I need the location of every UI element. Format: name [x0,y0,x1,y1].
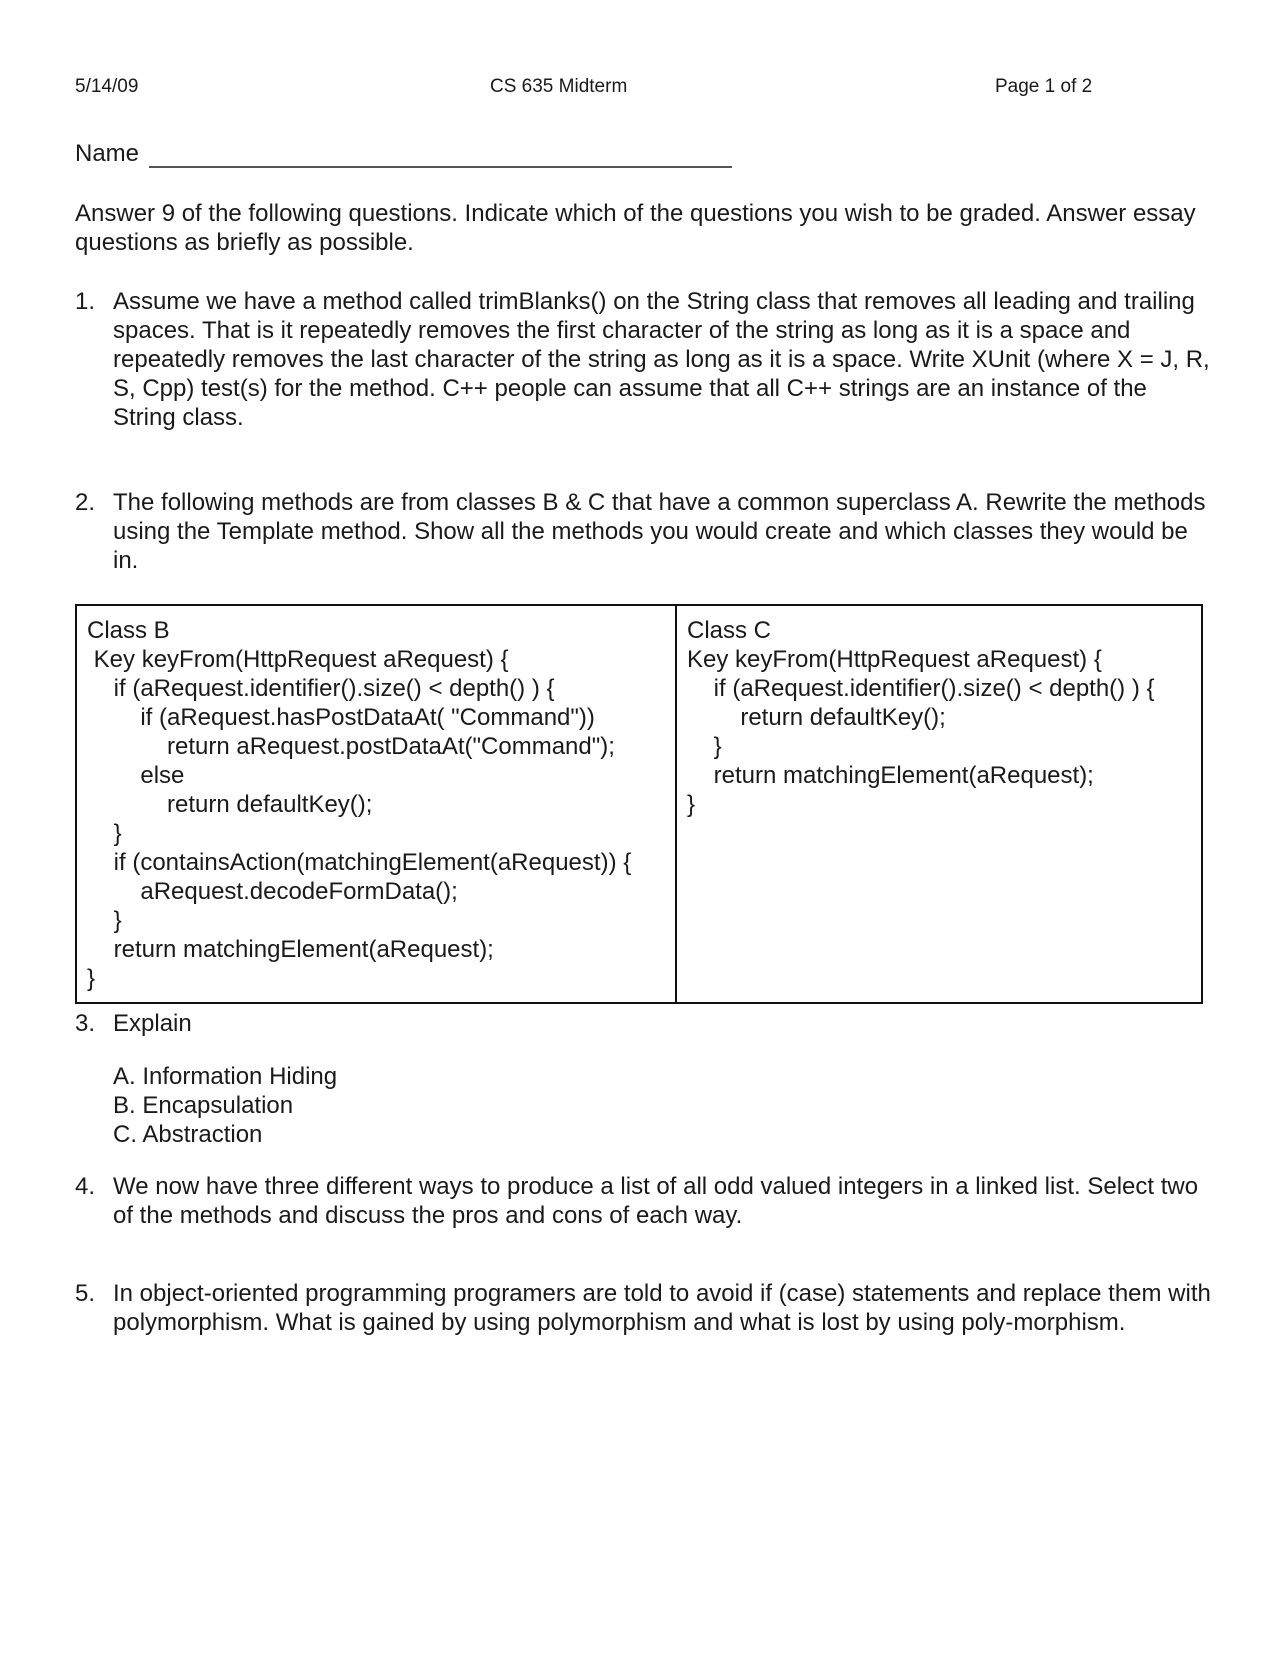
code-line: aRequest.decodeFormData(); [87,878,458,905]
code-line: return matchingElement(aRequest); [87,936,494,963]
question-1 [75,287,1215,432]
class-c-code-cell [677,606,1201,1002]
question-number: 5. [75,1280,96,1307]
code-line: } [87,820,122,847]
code-line: return defaultKey(); [87,791,373,818]
code-line: Class C [687,617,772,644]
class-b-code-cell [77,606,677,1002]
code-line: } [687,791,696,818]
header-title: CS 635 Midterm [490,76,628,97]
question-text: Explain [113,1010,192,1037]
code-comparison-table [75,604,1203,1004]
code-line: Key keyFrom(HttpRequest aRequest) { [87,646,509,673]
question-3 [75,1009,1215,1038]
subitem: C. Abstraction [113,1121,263,1148]
question-5 [75,1279,1215,1337]
code-line: return aRequest.postDataAt("Command"); [87,733,615,760]
instructions: Answer 9 of the following questions. Indicate which of the questions you wish to be graded. Answer essay questions as briefly as possible. [75,200,1196,256]
question-number: 1. [75,288,96,315]
code-line: if (aRequest.identifier().size() < depth() ) { [687,675,1155,702]
subitem: A. Information Hiding [113,1063,338,1090]
code-line: if (aRequest.identifier().size() < depth() ) { [87,675,555,702]
code-line: if (containsAction(matchingElement(aRequest)) { [87,849,632,876]
question-2 [75,488,1215,575]
code-line: return matchingElement(aRequest); [687,762,1094,789]
code-line: } [87,907,122,934]
code-line: if (aRequest.hasPostDataAt( "Command")) [87,704,595,731]
code-line: Key keyFrom(HttpRequest aRequest) { [687,646,1102,673]
question-3-subitems [113,1062,337,1149]
code-line: return defaultKey(); [687,704,946,731]
question-number: 3. [75,1010,96,1037]
question-text: In object-oriented programming programers are told to avoid if (case) statements and replace them with polymorphism. What is gained by using polymorphism and what is lost by using poly-morphism. [113,1280,1211,1336]
code-line: } [87,965,96,992]
question-4 [75,1172,1215,1230]
header-date: 5/14/09 [75,76,139,97]
name-field-row [75,140,732,168]
name-blank-line [149,140,732,168]
question-number: 2. [75,489,96,516]
code-line: Class B [87,617,170,644]
subitem: B. Encapsulation [113,1092,294,1119]
question-text: Assume we have a method called trimBlanks() on the String class that removes all leading and trailing spaces. That is it repeatedly removes the first character of the string as long as it is a space and repeatedly removes the last character of the string as long as it is a space. Write XUnit (where X = J, R, S, Cpp) test(s) for the method. C++ people can assume that all C++ strings are an instance of the String class. [113,288,1210,431]
code-line: } [687,733,722,760]
name-label: Name [75,140,140,167]
code-line: else [87,762,185,789]
question-text: We now have three different ways to produce a list of all odd valued integers in a linked list. Select two of the methods and discuss the pros and cons of each way. [113,1173,1199,1229]
header-page-number: Page 1 of 2 [995,76,1093,97]
question-text: The following methods are from classes B & C that have a common superclass A. Rewrite the methods using the Template method. Show all the methods you would create and which classes they would be in. [113,489,1206,574]
question-number: 4. [75,1173,96,1200]
